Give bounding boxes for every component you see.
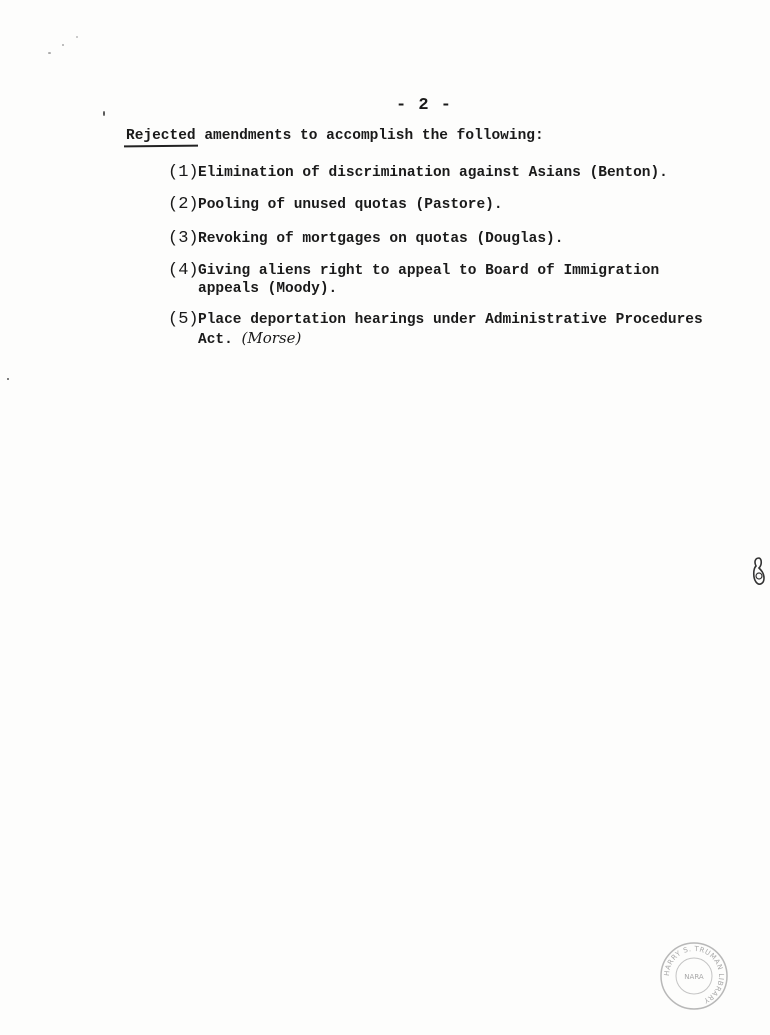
item-text: Place deportation hearings under Administrative Procedures xyxy=(198,312,703,328)
item-text-continued xyxy=(168,329,703,349)
item-text: Revoking of mortgages on quotas (Douglas). xyxy=(198,231,564,247)
intro-line xyxy=(126,128,544,144)
item-number: (1) xyxy=(168,163,199,182)
scan-speck xyxy=(76,36,78,38)
list-item xyxy=(168,262,659,298)
item-text-continued: appeals (Moody). xyxy=(198,281,338,297)
archive-stamp-icon xyxy=(658,940,730,1012)
list-item xyxy=(168,230,563,248)
list-item xyxy=(168,164,668,182)
item-text-act: Act. xyxy=(198,332,233,348)
scan-speck xyxy=(62,44,64,46)
item-text: Pooling of unused quotas (Pastore). xyxy=(198,197,503,213)
item-number: (4) xyxy=(168,261,199,280)
item-number: (5) xyxy=(168,310,199,329)
list-item xyxy=(168,311,703,349)
paper-clip-icon xyxy=(752,556,766,586)
item-text: Giving aliens right to appeal to Board of Immigration xyxy=(198,263,660,279)
item-number: (3) xyxy=(168,229,199,248)
intro-text: amendments to accomplish the following: xyxy=(195,128,544,144)
svg-text:HARRY S. TRUMAN LIBRARY: HARRY S. TRUMAN LIBRARY xyxy=(662,944,726,1005)
scan-speck xyxy=(103,111,105,116)
scan-speck xyxy=(48,52,51,54)
svg-text:NARA: NARA xyxy=(684,973,704,981)
scan-speck xyxy=(7,378,9,380)
list-item xyxy=(168,196,503,214)
handwritten-note: (Morse) xyxy=(241,329,302,347)
item-text: Elimination of discrimination against Asians (Benton). xyxy=(198,165,668,181)
intro-underlined-word: Rejected xyxy=(126,128,196,144)
item-number: (2) xyxy=(168,195,199,214)
page-number: - 2 - xyxy=(396,96,453,115)
